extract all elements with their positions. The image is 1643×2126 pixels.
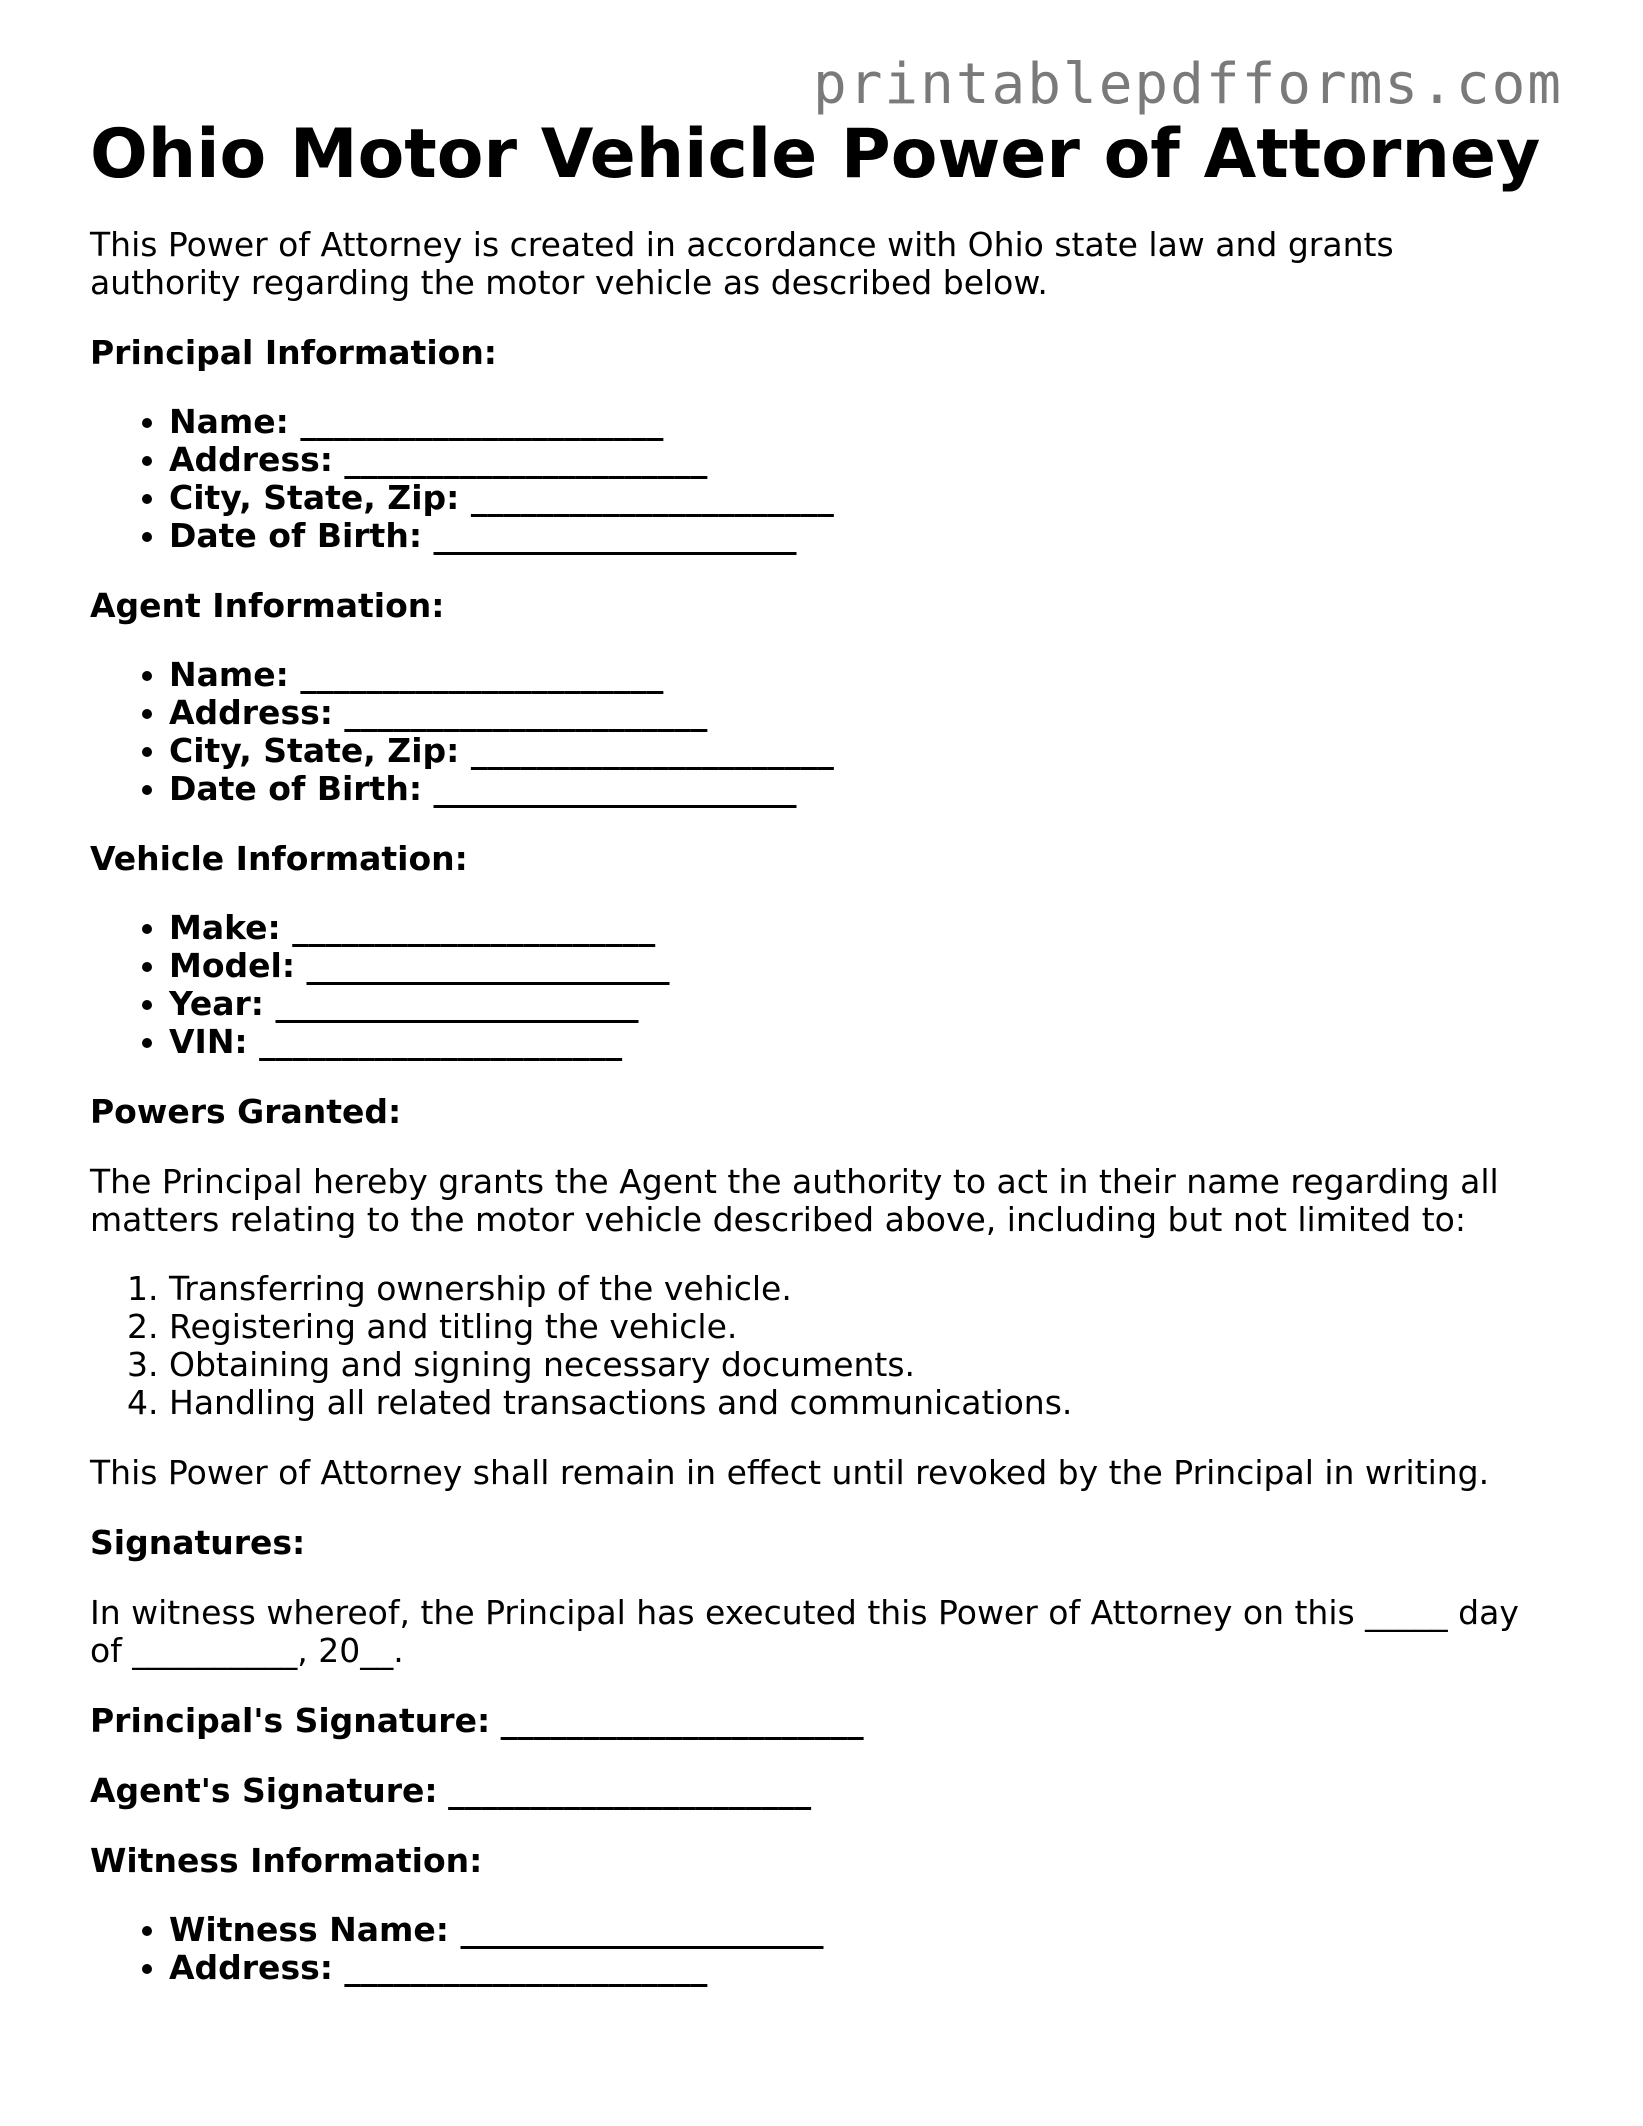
agent-signature-blank[interactable]: ______________________ — [448, 1771, 812, 1810]
power-item: 1. Transferring ownership of the vehicle. — [169, 1270, 1550, 1308]
powers-heading: Powers Granted: — [90, 1092, 402, 1131]
powers-paragraph: The Principal hereby grants the Agent the authority to act in their name regarding all matters relating to the motor vehicle described above, including but not limited to: — [90, 1162, 1499, 1239]
agent-signature-label: Agent's Signature: — [90, 1771, 438, 1810]
power-item: 2. Registering and titling the vehicle. — [169, 1308, 1550, 1346]
vehicle-model-field[interactable]: • Model: ______________________ — [169, 947, 1550, 985]
principal-signature-label: Principal's Signature: — [90, 1701, 491, 1740]
power-item: 3. Obtaining and signing necessary documents. — [169, 1346, 1550, 1384]
power-item: 4. Handling all related transactions and communications. — [169, 1384, 1550, 1422]
witness-address-field[interactable]: • Address: ______________________ — [169, 1949, 1550, 1987]
agent-signature-line[interactable] — [90, 1772, 1550, 1810]
agent-dob-field[interactable]: • Date of Birth: ______________________ — [169, 770, 1550, 808]
agent-address-field[interactable]: • Address: ______________________ — [169, 694, 1550, 732]
intro-paragraph: This Power of Attorney is created in accordance with Ohio state law and grants authority regarding the motor vehicle as described below. — [90, 225, 1394, 302]
principal-name-field[interactable]: • Name: ______________________ — [169, 403, 1550, 441]
principal-heading: Principal Information: — [90, 333, 498, 372]
effect-paragraph: This Power of Attorney shall remain in effect until revoked by the Principal in writing. — [90, 1453, 1490, 1492]
agent-name-field[interactable]: • Name: ______________________ — [169, 656, 1550, 694]
document-page — [90, 112, 1550, 1987]
signatures-heading: Signatures: — [90, 1523, 306, 1562]
principal-city-state-zip-field[interactable]: • City, State, Zip: ______________________ — [169, 479, 1550, 517]
vehicle-fields — [90, 909, 1550, 1061]
principal-address-field[interactable]: • Address: ______________________ — [169, 441, 1550, 479]
principal-dob-field[interactable]: • Date of Birth: ______________________ — [169, 517, 1550, 555]
vehicle-make-field[interactable]: • Make: ______________________ — [169, 909, 1550, 947]
witness-name-field[interactable]: • Witness Name: ______________________ — [169, 1911, 1550, 1949]
vehicle-vin-field[interactable]: • VIN: ______________________ — [169, 1023, 1550, 1061]
witness-whereof-paragraph: In witness whereof, the Principal has executed this Power of Attorney on this _____ day of __________, 20__. — [90, 1593, 1519, 1670]
document-title: Ohio Motor Vehicle Power of Attorney — [90, 115, 1541, 194]
vehicle-year-field[interactable]: • Year: ______________________ — [169, 985, 1550, 1023]
agent-heading: Agent Information: — [90, 586, 445, 625]
agent-fields — [90, 656, 1550, 808]
agent-city-state-zip-field[interactable]: • City, State, Zip: ______________________ — [169, 732, 1550, 770]
witness-fields — [90, 1911, 1550, 1987]
vehicle-heading: Vehicle Information: — [90, 839, 468, 878]
principal-signature-blank[interactable]: ______________________ — [500, 1701, 864, 1740]
principal-fields — [90, 403, 1550, 555]
watermark: printablepdfforms.com — [812, 52, 1563, 117]
principal-signature-line[interactable] — [90, 1702, 1550, 1740]
witness-heading: Witness Information: — [90, 1841, 483, 1880]
powers-list — [90, 1270, 1550, 1422]
